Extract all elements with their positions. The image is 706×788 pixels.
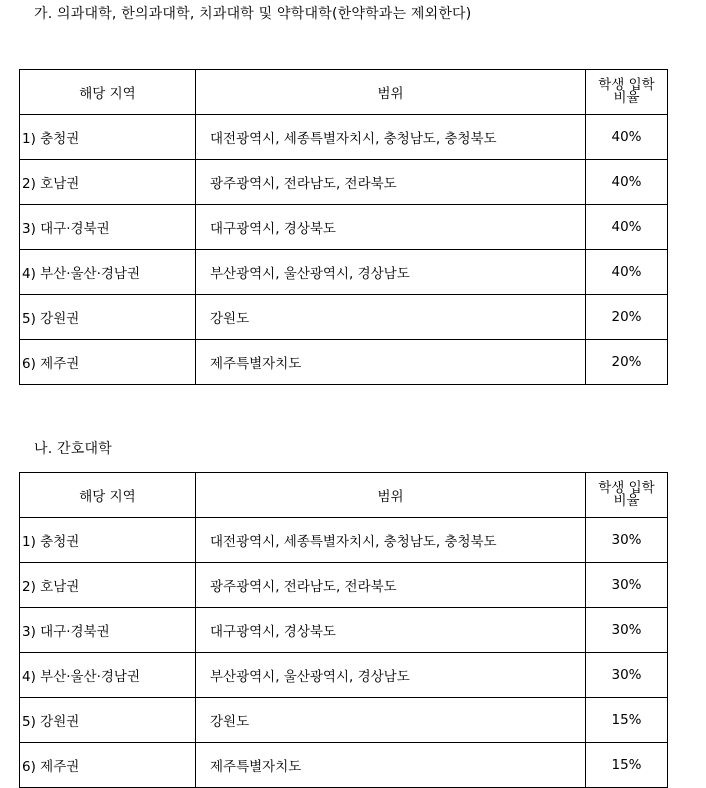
- range-cell: 부산광역시, 울산광역시, 경상남도: [196, 653, 586, 698]
- range-cell: 강원도: [196, 698, 586, 743]
- column-header-region: 해당 지역: [20, 473, 196, 518]
- range-cell: 제주특별자치도: [196, 743, 586, 788]
- ratio-cell: 20%: [586, 340, 668, 385]
- range-cell: 대구광역시, 경상북도: [196, 608, 586, 653]
- ratio-cell: 15%: [586, 698, 668, 743]
- table-row: [20, 115, 668, 160]
- column-header-ratio-line1: 학생 입학: [598, 77, 655, 93]
- table-row: [20, 205, 668, 250]
- table-row: [20, 653, 668, 698]
- region-cell: 2) 호남권: [20, 563, 196, 608]
- table-row: [20, 563, 668, 608]
- column-header-ratio: [586, 473, 668, 518]
- range-cell: 대구광역시, 경상북도: [196, 205, 586, 250]
- column-header-ratio-line1: 학생 입학: [598, 480, 655, 496]
- range-cell: 대전광역시, 세종특별자치시, 충청남도, 충청북도: [196, 115, 586, 160]
- range-cell: 제주특별자치도: [196, 340, 586, 385]
- region-cell: 4) 부산·울산·경남권: [20, 250, 196, 295]
- region-cell: 4) 부산·울산·경남권: [20, 653, 196, 698]
- regional-quota-table-nursing: [19, 472, 668, 788]
- region-cell: 5) 강원권: [20, 698, 196, 743]
- region-cell: 6) 제주권: [20, 340, 196, 385]
- table-row: [20, 250, 668, 295]
- table-row: [20, 160, 668, 205]
- region-cell: 2) 호남권: [20, 160, 196, 205]
- ratio-cell: 30%: [586, 518, 668, 563]
- table-header-row: [20, 473, 668, 518]
- ratio-cell: 40%: [586, 205, 668, 250]
- column-header-region: 해당 지역: [20, 70, 196, 115]
- range-cell: 대전광역시, 세종특별자치시, 충청남도, 충청북도: [196, 518, 586, 563]
- ratio-cell: 40%: [586, 115, 668, 160]
- column-header-ratio-line2: 비율: [613, 90, 640, 106]
- range-cell: 광주광역시, 전라남도, 전라북도: [196, 563, 586, 608]
- region-cell: 5) 강원권: [20, 295, 196, 340]
- table-row: [20, 295, 668, 340]
- range-cell: 광주광역시, 전라남도, 전라북도: [196, 160, 586, 205]
- table-row: [20, 340, 668, 385]
- table-row: [20, 518, 668, 563]
- table-row: [20, 608, 668, 653]
- ratio-cell: 40%: [586, 250, 668, 295]
- section-heading-medical: 가. 의과대학, 한의과대학, 치과대학 및 약학대학(한약학과는 제외한다): [34, 6, 472, 22]
- section-heading-nursing: 나. 간호대학: [34, 441, 112, 457]
- column-header-ratio-line2: 비율: [613, 493, 640, 509]
- ratio-cell: 20%: [586, 295, 668, 340]
- ratio-cell: 30%: [586, 653, 668, 698]
- region-cell: 6) 제주권: [20, 743, 196, 788]
- region-cell: 1) 충청권: [20, 518, 196, 563]
- ratio-cell: 30%: [586, 563, 668, 608]
- region-cell: 3) 대구·경북권: [20, 608, 196, 653]
- regional-quota-table-medical: [19, 69, 668, 385]
- column-header-ratio: [586, 70, 668, 115]
- region-cell: 1) 충청권: [20, 115, 196, 160]
- range-cell: 부산광역시, 울산광역시, 경상남도: [196, 250, 586, 295]
- column-header-range: 범위: [196, 70, 586, 115]
- ratio-cell: 40%: [586, 160, 668, 205]
- column-header-range: 범위: [196, 473, 586, 518]
- region-cell: 3) 대구·경북권: [20, 205, 196, 250]
- table-row: [20, 743, 668, 788]
- table-row: [20, 698, 668, 743]
- ratio-cell: 30%: [586, 608, 668, 653]
- range-cell: 강원도: [196, 295, 586, 340]
- ratio-cell: 15%: [586, 743, 668, 788]
- table-header-row: [20, 70, 668, 115]
